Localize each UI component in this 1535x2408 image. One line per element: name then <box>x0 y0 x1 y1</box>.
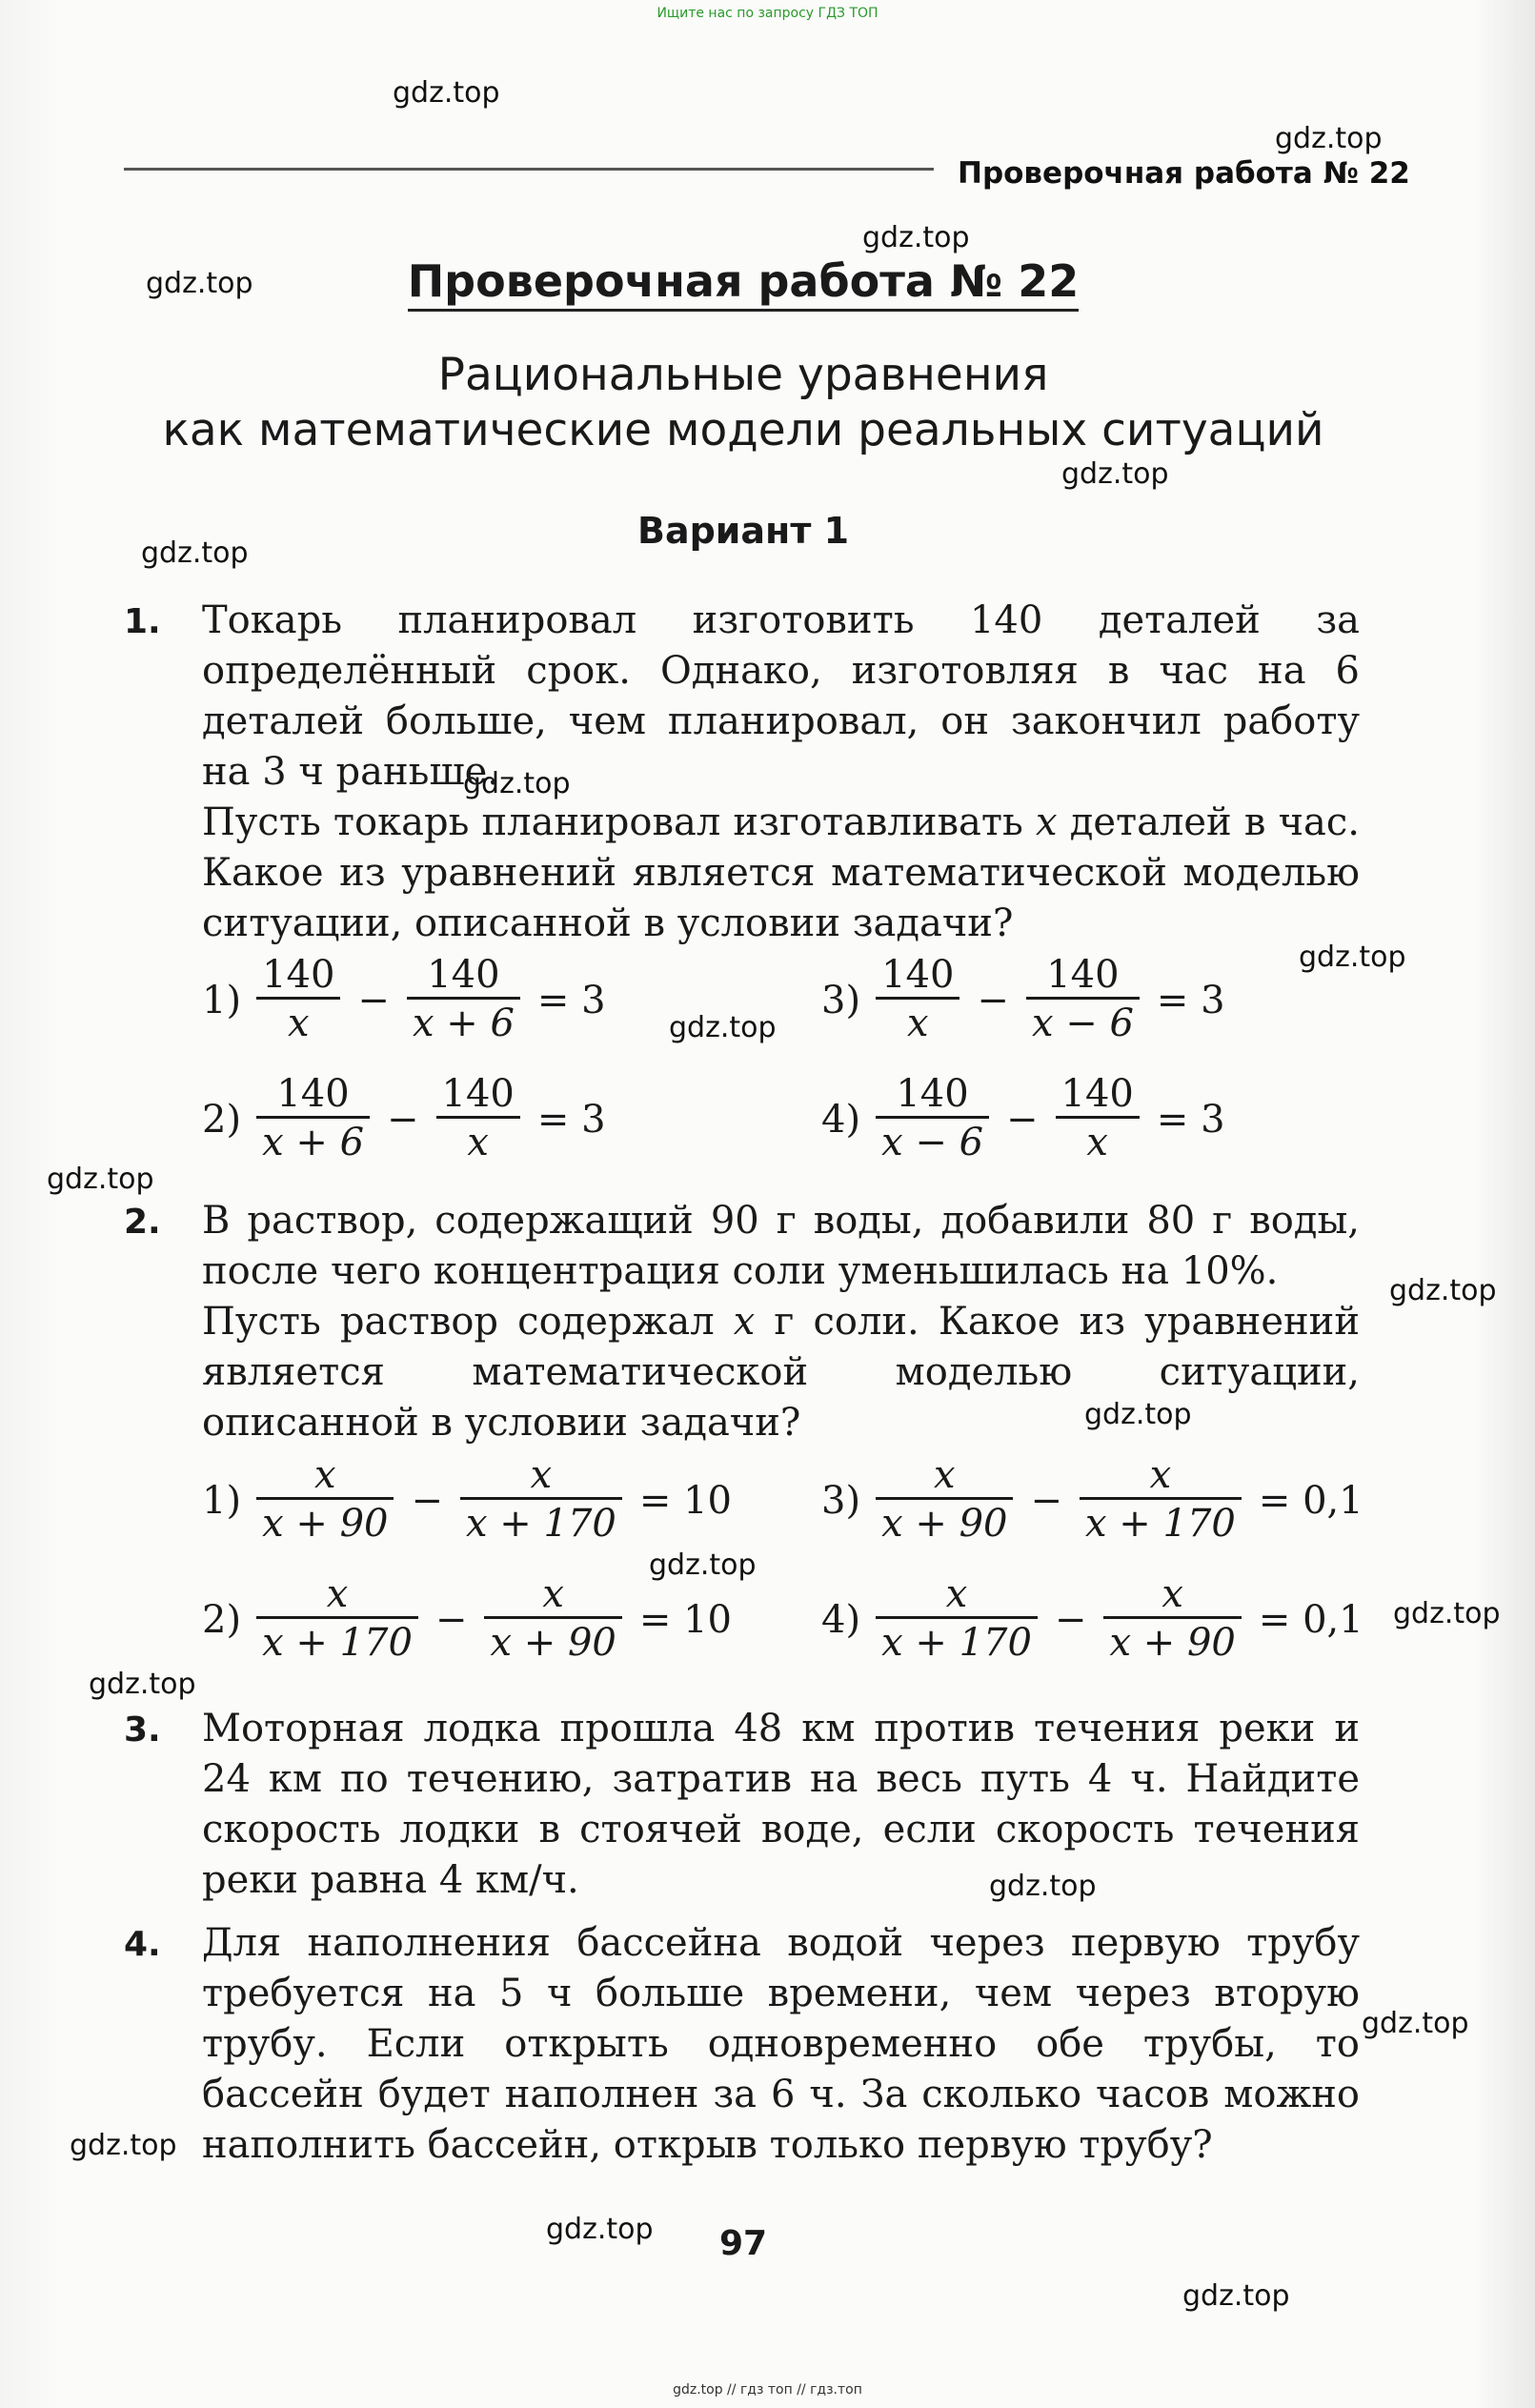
watermark: gdz.top <box>146 267 253 300</box>
answer-option: 2) $\frac{x}{x + 170}$ − $\frac{x}{x + 90}$ = 10 <box>202 1572 732 1665</box>
problem-2-question: Пусть раствор содержал x г соли. Какое из уравнений является математической моделью ситуации, описанной в условии задачи? <box>202 1300 1360 1445</box>
watermark: gdz.top <box>649 1548 757 1582</box>
header-rule <box>124 168 934 171</box>
problem-2-condition: В раствор, содержащий 90 г воды, добавили 80 г воды, после чего концентрация соли уменьшилась на 10%. <box>202 1199 1360 1293</box>
watermark: gdz.top <box>1389 1274 1497 1307</box>
problem-number: 3. <box>124 1710 161 1750</box>
watermark: gdz.top <box>1275 122 1383 155</box>
answer-option: 1) $\frac{140}{x}$ − $\frac{140}{x + 6}$ = 3 <box>202 953 606 1045</box>
watermark: gdz.top <box>89 1668 196 1701</box>
answer-option: 3) $\frac{140}{x}$ − $\frac{140}{x - 6}$ = 3 <box>821 953 1225 1045</box>
problem-number: 1. <box>124 602 161 641</box>
watermark: gdz.top <box>463 767 571 800</box>
problem-3-text: Моторная лодка прошла 48 км против течения реки и 24 км по течению, затратив на весь путь 4 ч. Найдите скорость лодки в стоячей воде, если скорость течения реки равна 4 км/ч. <box>202 1707 1360 1902</box>
answer-option: 4) $\frac{140}{x - 6}$ − $\frac{140}{x}$ = 3 <box>821 1072 1225 1164</box>
watermark: gdz.top <box>70 2129 177 2162</box>
watermark: gdz.top <box>393 76 500 110</box>
watermark: gdz.top <box>1393 1597 1501 1630</box>
problem-number: 4. <box>124 1925 161 1964</box>
watermark: gdz.top <box>1061 457 1169 491</box>
watermark: gdz.top <box>141 536 249 570</box>
watermark: gdz.top <box>989 1870 1097 1903</box>
answer-option: 4) $\frac{x}{x + 170}$ − $\frac{x}{x + 90}$ = 0,1 <box>821 1572 1363 1665</box>
watermark: gdz.top <box>1362 2007 1469 2040</box>
watermark: gdz.top <box>1084 1398 1192 1431</box>
running-header: Проверочная работа № 22 <box>958 156 1410 191</box>
problem-1-question: Пусть токарь планировал изготавливать x деталей в час. Какое из уравнений является математической моделью ситуации, описанной в условии задачи? <box>202 800 1361 945</box>
page-number: 97 <box>718 2224 768 2263</box>
page-title-text: Проверочная работа № 22 <box>408 255 1080 312</box>
answer-option: 2) $\frac{140}{x + 6}$ − $\frac{140}{x}$ = 3 <box>202 1072 606 1164</box>
watermark: gdz.top <box>862 221 970 254</box>
watermark: gdz.top <box>47 1163 154 1196</box>
page-title <box>0 255 1486 307</box>
bottom-note: gdz.top // гдз топ // гдз.топ <box>673 2382 862 2398</box>
answer-option: 1) $\frac{x}{x + 90}$ − $\frac{x}{x + 170}$ = 10 <box>202 1453 732 1546</box>
top-note: Ищите нас по запросу ГДЗ ТОП <box>656 6 879 21</box>
problem-4-text: Для наполнения бассейна водой через первую трубу требуется на 5 ч больше времени, чем через вторую трубу. Если открыть одновременно обе трубы, то бассейн будет наполнен за 6 ч. За сколько часов можно наполнить бассейн, открыв только первую трубу? <box>202 1921 1360 2167</box>
watermark: gdz.top <box>1182 2279 1290 2313</box>
watermark: gdz.top <box>546 2213 654 2246</box>
problem-number: 2. <box>124 1203 161 1242</box>
answer-option: 3) $\frac{x}{x + 90}$ − $\frac{x}{x + 170}$ = 0,1 <box>821 1453 1363 1546</box>
variant-heading: Вариант 1 <box>636 510 850 552</box>
problem-1-text <box>202 596 1360 949</box>
subtitle-line-1: Рациональные уравнения <box>437 349 1049 401</box>
subtitle <box>0 348 1486 458</box>
watermark: gdz.top <box>1299 941 1406 974</box>
subtitle-line-2: как математические модели реальных ситуаций <box>162 404 1324 456</box>
problem-1-condition: Токарь планировал изготовить 140 деталей за определённый срок. Однако, изготовляя в час на 6 деталей больше, чем планировал, он закончил работу на 3 ч раньше. <box>202 598 1360 794</box>
problem-2-text <box>202 1196 1360 1448</box>
watermark: gdz.top <box>669 1011 777 1044</box>
